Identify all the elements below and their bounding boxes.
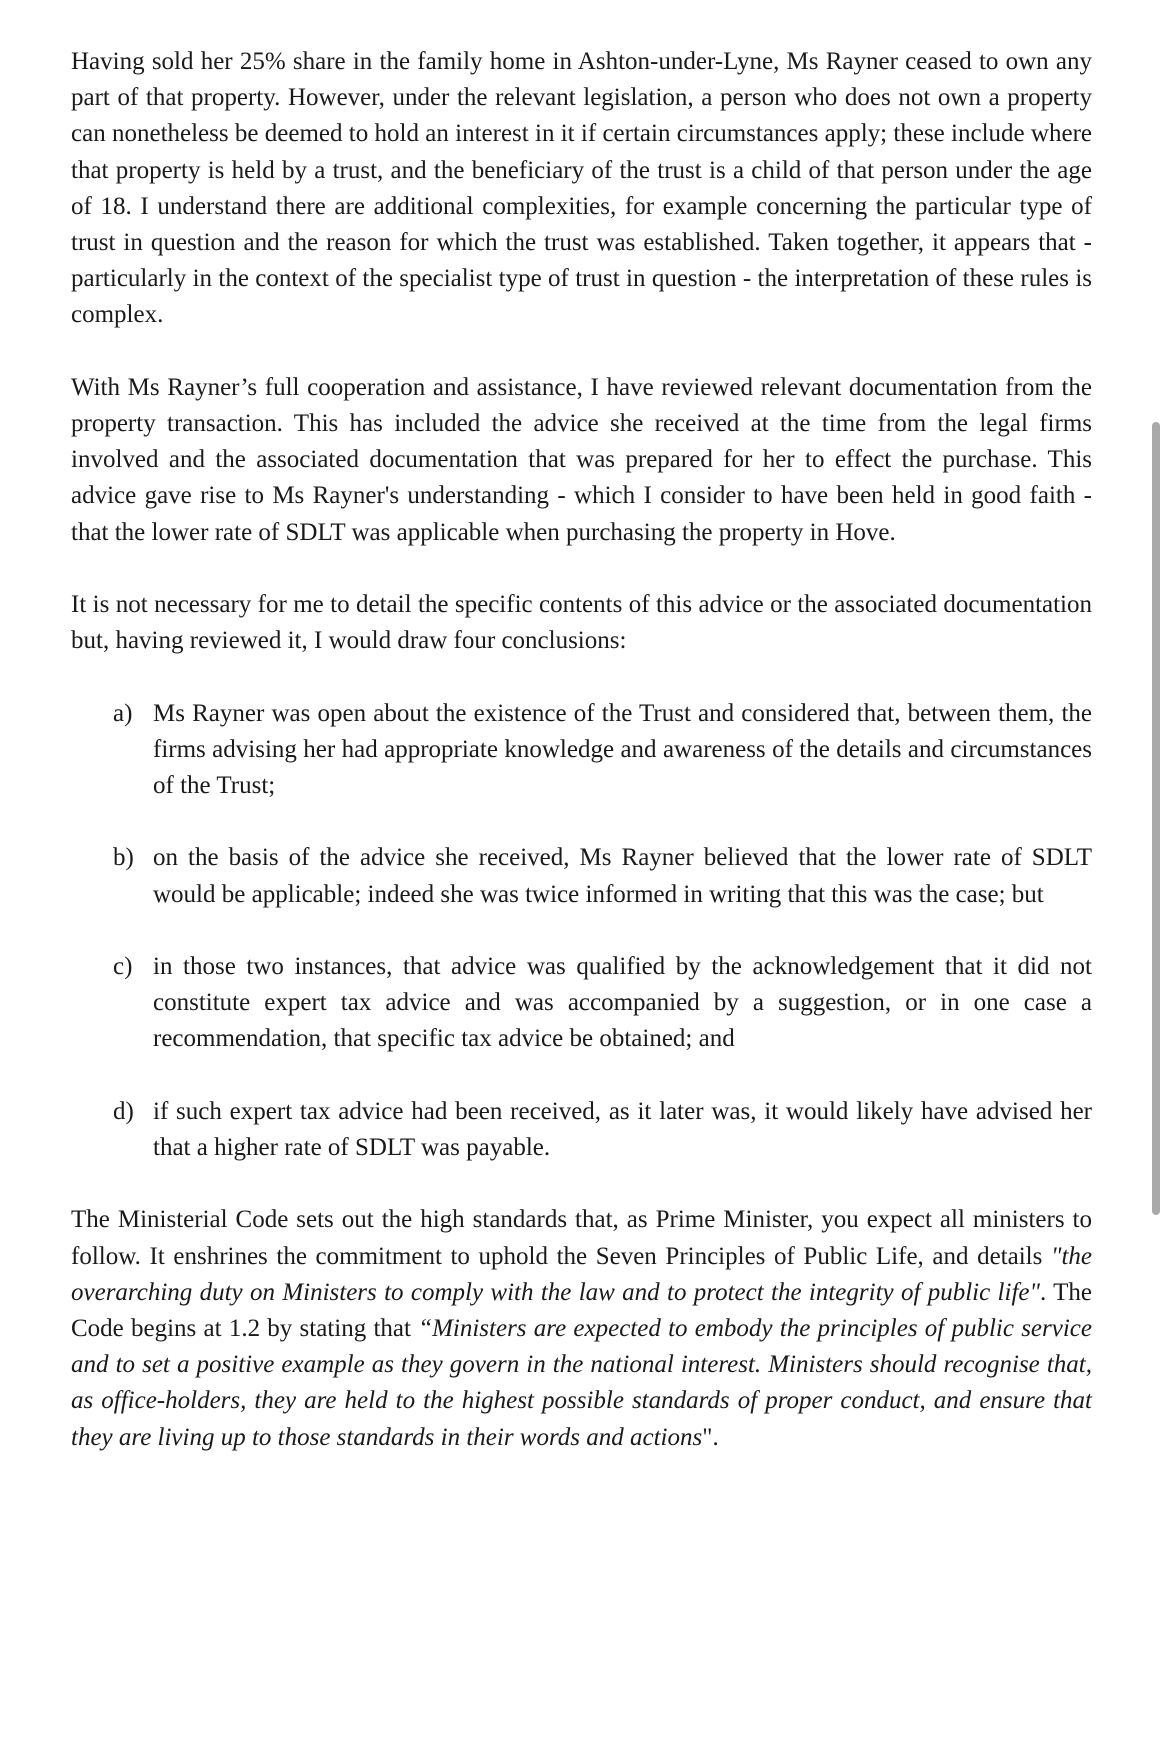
list-item bbox=[71, 1094, 1092, 1166]
list-item-text: Ms Rayner was open about the existence of the Trust and considered that, between them, the firms advising her had appropriate knowledge and awareness of the details and circumstances of the Trust; bbox=[153, 699, 1092, 800]
list-item-label: c) bbox=[113, 953, 133, 980]
list-item-label: d) bbox=[113, 1097, 134, 1125]
paragraph-conclusions-intro: It is not necessary for me to detail the specific contents of this advice or the associated documentation but, having reviewed it, I would draw four conclusions: bbox=[71, 591, 1092, 655]
list-item bbox=[71, 840, 1092, 912]
list-item bbox=[71, 696, 1092, 805]
vertical-scrollbar-thumb[interactable] bbox=[1152, 422, 1160, 1215]
ministerial-code-quote-duty: "the overarching duty on Ministers to comply with the law and to protect the integrity of public life" bbox=[71, 1242, 1092, 1306]
ministerial-code-text-1: The Ministerial Code sets out the high standards that, as Prime Minister, you expect all ministers to follow. It enshrines the commitment to uphold the Seven Principles of Public Life, and details bbox=[71, 1206, 1092, 1270]
list-item-text: in those two instances, that advice was qualified by the acknowledgement that it did not constitute expert tax advice and was accompanied by a suggestion, or in one case a recommendation, that specific tax advice be obtained; and bbox=[153, 953, 1092, 1053]
paragraph-share-sale: Having sold her 25% share in the family home in Ashton-under-Lyne, Ms Rayner ceased to own any part of that property. However, under the relevant legislation, a person who does not own a property can nonetheless be deemed to hold an interest in it if certain circumstances apply; these include where that property is held by a trust, and the beneficiary of the trust is a child of that person under the age of 18. I understand there are additional complexities, for example concerning the particular type of trust in question and the reason for which the trust was established. Taken together, it appears that - particularly in the context of the specialist type of trust in question - the interpretation of these rules is complex. bbox=[71, 48, 1092, 329]
ministerial-code-text-3: ". bbox=[702, 1423, 719, 1451]
list-item-label: b) bbox=[113, 844, 134, 872]
ministerial-code-quote-standards: “Ministers are expected to embody the principles of public service and to set a positive example as they govern in the national interest. Ministers should recognise that, as office-holders, they are held to the highest possible standards of proper conduct, and ensure that they are living up to those standards in their words and actions bbox=[71, 1315, 1092, 1451]
list-item bbox=[71, 949, 1092, 1058]
conclusions-list bbox=[71, 696, 1092, 1167]
document-body bbox=[71, 44, 1092, 1492]
paragraph-ministerial-code bbox=[71, 1202, 1092, 1455]
paragraph-documentation-review: With Ms Rayner’s full cooperation and assistance, I have reviewed relevant documentation from the property transaction. This has included the advice she received at the time from the legal firms involved and the associated documentation that was prepared for her to effect the purchase. This advice gave rise to Ms Rayner's understanding - which I consider to have been held in good faith - that the lower rate of SDLT was applicable when purchasing the property in Hove. bbox=[71, 373, 1092, 546]
list-item-label: a) bbox=[113, 699, 133, 727]
list-item-text: if such expert tax advice had been received, as it later was, it would likely have advised her that a higher rate of SDLT was payable. bbox=[153, 1097, 1092, 1161]
ministerial-code-text-2: . The Code begins at 1.2 by stating that bbox=[71, 1278, 1093, 1342]
list-item-text: on the basis of the advice she received, Ms Rayner believed that the lower rate of SDLT would be applicable; indeed she was twice informed in writing that this was the case; but bbox=[153, 844, 1092, 908]
